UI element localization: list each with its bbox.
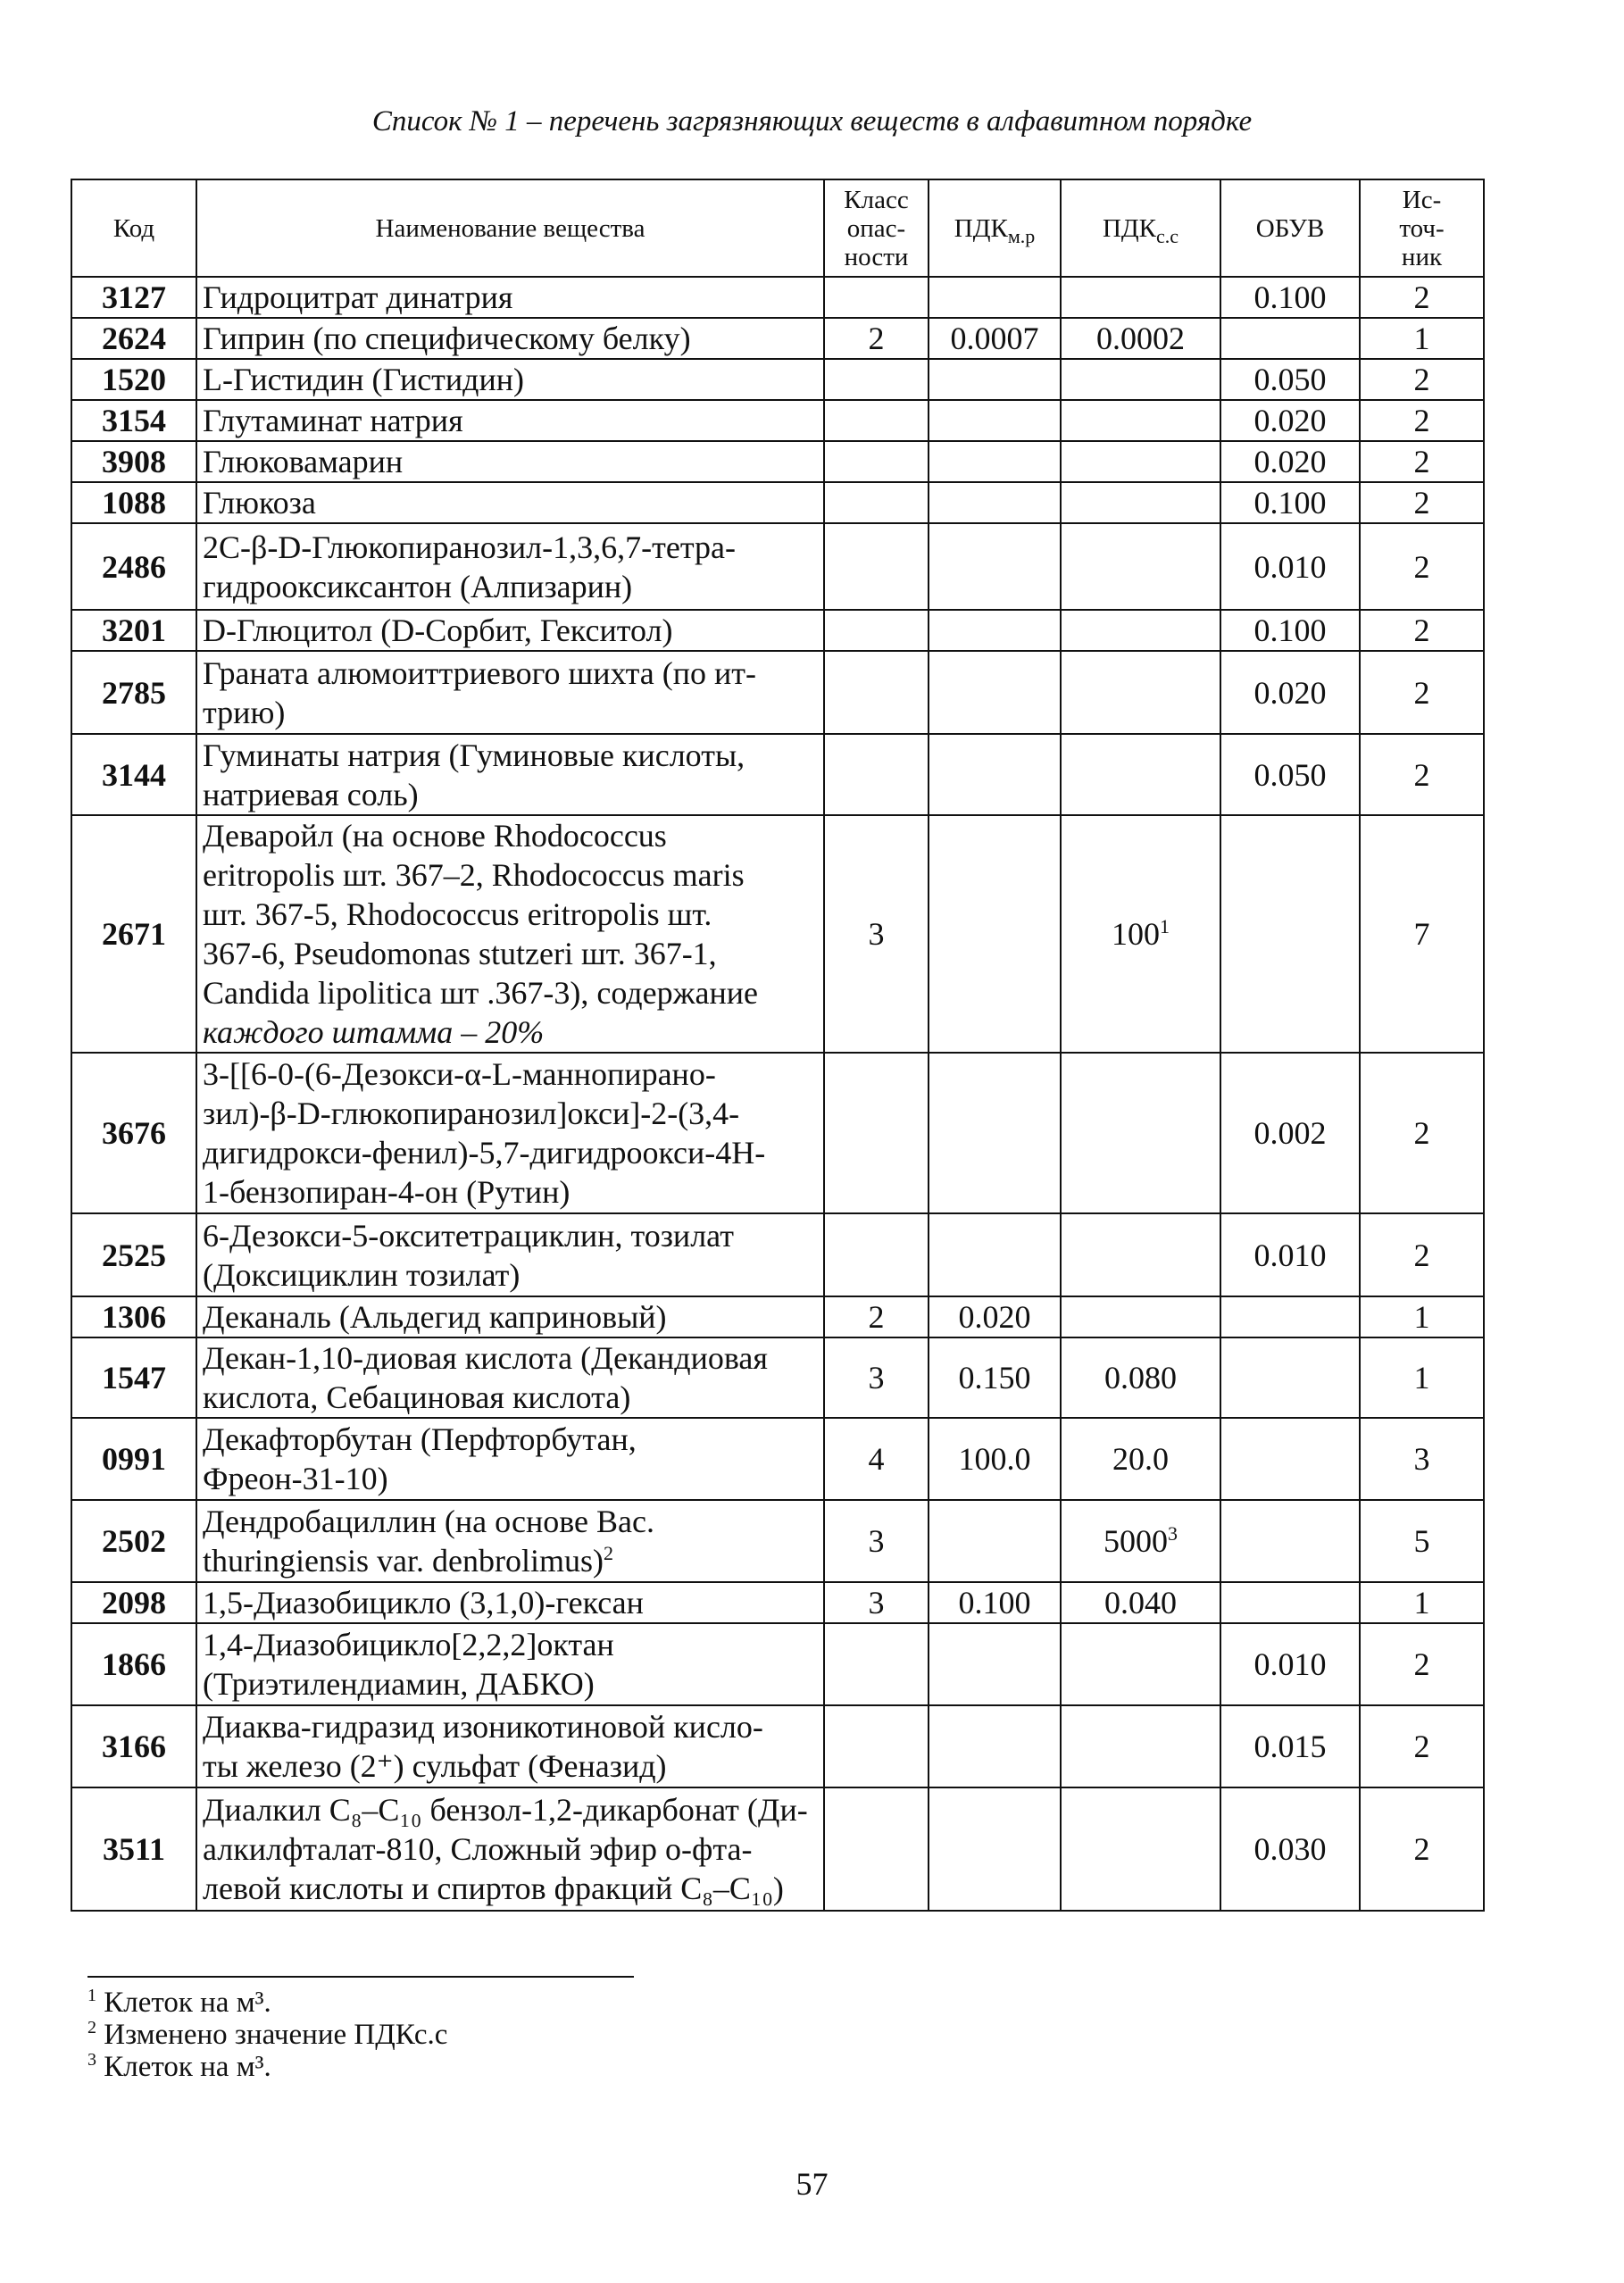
pdk-ss-value: 5000 (1103, 1523, 1168, 1559)
cell-code: 3511 (71, 1787, 196, 1911)
cell-name (196, 1623, 824, 1705)
cell-class (824, 359, 929, 400)
cell-pdk-ss: 20.0 (1061, 1418, 1220, 1500)
cell-class (824, 1705, 929, 1787)
substances-table (71, 179, 1485, 1912)
cell-obuv: 0.020 (1220, 441, 1360, 482)
name-line: Декан-1,10-диовая кислота (Декандиовая (203, 1340, 768, 1376)
cell-code: 3154 (71, 400, 196, 441)
cell-class (824, 1213, 929, 1296)
table-row (71, 1296, 1484, 1337)
name-line: Диаква-гидразид изоникотиновой кисло- (203, 1709, 763, 1745)
footnote-text: Клеток на м³. (104, 2051, 271, 2083)
name-line: зил)-β-D-глюкопиранозил]окси]-2-(3,4- (203, 1096, 740, 1131)
footnote (87, 2051, 447, 2083)
cell-code: 1520 (71, 359, 196, 400)
table-row (71, 523, 1484, 610)
cell-obuv (1220, 1582, 1360, 1623)
cell-code: 2671 (71, 815, 196, 1053)
cell-code: 3166 (71, 1705, 196, 1787)
header-name: Наименование вещества (196, 179, 824, 277)
footnotes (87, 1987, 447, 2083)
cell-obuv (1220, 1500, 1360, 1582)
cell-source: 1 (1360, 1337, 1484, 1418)
footnote-mark: 2 (87, 2018, 96, 2037)
footnote-mark: 3 (87, 2050, 96, 2070)
cell-name (196, 1213, 824, 1296)
cell-pdk-mr (929, 1705, 1061, 1787)
cell-source: 1 (1360, 1582, 1484, 1623)
table-row (71, 318, 1484, 359)
cell-pdk-ss (1061, 734, 1220, 815)
cell-name (196, 1705, 824, 1787)
name-line: гидрооксиксантон (Алпизарин) (203, 568, 633, 604)
header-class-line: ности (844, 242, 909, 271)
cell-source: 2 (1360, 482, 1484, 523)
name-line: дигидрокси-фенил)-5,7-дигидроокси-4H- (203, 1135, 766, 1171)
cell-obuv: 0.010 (1220, 1213, 1360, 1296)
header-class (824, 179, 929, 277)
cell-pdk-ss (1061, 1213, 1220, 1296)
cell-obuv (1220, 1296, 1360, 1337)
cell-obuv: 0.100 (1220, 277, 1360, 318)
name-line: Дендробациллин (на основе Bac. (203, 1504, 654, 1539)
cell-pdk-mr (929, 1623, 1061, 1705)
cell-class (824, 482, 929, 523)
cell-obuv: 0.050 (1220, 734, 1360, 815)
name-line: Глутаминат натрия (203, 403, 463, 438)
name-line: 367-6, Pseudomonas stutzeri шт. 367-1, (203, 936, 717, 971)
cell-obuv: 0.030 (1220, 1787, 1360, 1911)
cell-name (196, 1418, 824, 1500)
name-line: 1,4-Диазобицикло[2,2,2]октан (203, 1627, 614, 1662)
cell-code: 2525 (71, 1213, 196, 1296)
cell-class (824, 1787, 929, 1911)
name-line: Деканаль (Альдегид каприновый) (203, 1299, 667, 1335)
cell-name (196, 482, 824, 523)
cell-name (196, 441, 824, 482)
header-source-line: ник (1401, 242, 1443, 271)
cell-class (824, 441, 929, 482)
cell-obuv: 0.100 (1220, 482, 1360, 523)
header-source-line: точ- (1399, 213, 1445, 243)
header-pdk-ss-base: ПДК (1102, 213, 1157, 243)
cell-code: 2502 (71, 1500, 196, 1582)
name-line: Гуминаты натрия (Гуминовые кислоты, (203, 737, 745, 773)
cell-pdk-ss: 0.080 (1061, 1337, 1220, 1418)
cell-pdk-mr (929, 734, 1061, 815)
cell-class (824, 523, 929, 610)
cell-pdk-mr (929, 441, 1061, 482)
cell-source: 2 (1360, 1787, 1484, 1911)
cell-pdk-ss (1061, 1053, 1220, 1213)
cell-source: 5 (1360, 1500, 1484, 1582)
cell-class (824, 610, 929, 651)
cell-pdk-ss (1061, 1705, 1220, 1787)
cell-source: 2 (1360, 277, 1484, 318)
cell-obuv: 0.002 (1220, 1053, 1360, 1213)
name-line: натриевая соль) (203, 776, 419, 812)
cell-pdk-mr (929, 359, 1061, 400)
header-pdk-mr-sub: м.р (1007, 224, 1036, 247)
name-line: Гидроцитрат динатрия (203, 279, 513, 315)
footnote-divider (87, 1976, 634, 1978)
table-row (71, 1053, 1484, 1213)
cell-pdk-mr (929, 1213, 1061, 1296)
name-line: Деваройл (на основе Rhodococcus (203, 818, 667, 854)
name-line: Candida lipolitica шт .367-3), содержание (203, 975, 758, 1011)
cell-code: 1866 (71, 1623, 196, 1705)
cell-code: 2785 (71, 651, 196, 734)
cell-obuv: 0.100 (1220, 610, 1360, 651)
cell-pdk-ss (1061, 1623, 1220, 1705)
cell-obuv (1220, 815, 1360, 1053)
cell-code: 0991 (71, 1418, 196, 1500)
cell-class: 2 (824, 318, 929, 359)
cell-class (824, 400, 929, 441)
cell-name (196, 523, 824, 610)
cell-source: 2 (1360, 651, 1484, 734)
cell-code: 2624 (71, 318, 196, 359)
name-line (203, 1541, 818, 1580)
name-line: левой кислоты и спиртов фракций C₈–C₁₀) (203, 1871, 784, 1906)
table-row (71, 359, 1484, 400)
cell-pdk-ss (1061, 1500, 1220, 1582)
name-line: (Триэтилендиамин, ДАБКО) (203, 1666, 595, 1702)
cell-pdk-ss (1061, 441, 1220, 482)
name-line: (Доксициклин тозилат) (203, 1256, 521, 1293)
footnote-text: Клеток на м³. (104, 1987, 271, 2019)
page-number: 57 (795, 2166, 829, 2202)
cell-name (196, 400, 824, 441)
cell-pdk-ss (1061, 815, 1220, 1053)
cell-name (196, 1053, 824, 1213)
cell-code: 3908 (71, 441, 196, 482)
cell-source: 2 (1360, 1623, 1484, 1705)
cell-source: 2 (1360, 734, 1484, 815)
pdk-ss-value: 100 (1112, 916, 1160, 952)
name-line: 1-бензопиран-4-он (Рутин) (203, 1174, 570, 1210)
name-line: eritropolis шт. 367–2, Rhodococcus maris (203, 857, 745, 893)
cell-pdk-mr (929, 610, 1061, 651)
name-line-italic: каждого штамма – 20% (203, 1014, 545, 1050)
name-line: D-Глюцитол (D-Сорбит, Гекситол) (203, 612, 673, 648)
cell-class: 2 (824, 1296, 929, 1337)
cell-pdk-mr (929, 523, 1061, 610)
table-row (71, 441, 1484, 482)
cell-pdk-mr (929, 1787, 1061, 1911)
cell-code: 3127 (71, 277, 196, 318)
cell-class: 3 (824, 1337, 929, 1418)
cell-source: 2 (1360, 1705, 1484, 1787)
footnote (87, 2019, 447, 2051)
table-row (71, 400, 1484, 441)
cell-pdk-mr (929, 400, 1061, 441)
cell-obuv: 0.020 (1220, 400, 1360, 441)
cell-source: 2 (1360, 1213, 1484, 1296)
table-row (71, 1337, 1484, 1418)
cell-pdk-mr (929, 482, 1061, 523)
table-row (71, 277, 1484, 318)
cell-obuv (1220, 1418, 1360, 1500)
cell-name (196, 610, 824, 651)
footnote-text: Изменено значение ПДКс.с (104, 2019, 448, 2051)
cell-source: 1 (1360, 318, 1484, 359)
cell-class: 3 (824, 815, 929, 1053)
table-row (71, 1705, 1484, 1787)
cell-code: 3201 (71, 610, 196, 651)
name-line: 2C-β-D-Глюкопиранозил-1,3,6,7-тетра- (203, 529, 736, 565)
header-source (1360, 179, 1484, 277)
cell-source: 1 (1360, 1296, 1484, 1337)
cell-code: 2486 (71, 523, 196, 610)
cell-source: 2 (1360, 1053, 1484, 1213)
name-line: L-Гистидин (Гистидин) (203, 362, 525, 397)
cell-pdk-mr (929, 1053, 1061, 1213)
name-line: 1,5-Диазобицикло (3,1,0)-гексан (203, 1585, 644, 1621)
cell-obuv: 0.020 (1220, 651, 1360, 734)
header-pdk-mr (929, 179, 1061, 277)
cell-pdk-mr (929, 815, 1061, 1053)
cell-source: 2 (1360, 441, 1484, 482)
cell-pdk-ss (1061, 1296, 1220, 1337)
footnote (87, 1987, 447, 2019)
cell-name (196, 734, 824, 815)
page-title: Список № 1 – перечень загрязняющих веществ в алфавитном порядке (371, 105, 1253, 137)
name-line: Гиприн (по специфическому белку) (203, 321, 691, 356)
cell-name (196, 1787, 824, 1911)
header-pdk-mr-base: ПДК (954, 213, 1008, 243)
cell-pdk-mr (929, 1500, 1061, 1582)
cell-name (196, 1500, 824, 1582)
cell-obuv (1220, 318, 1360, 359)
cell-name (196, 1337, 824, 1418)
cell-source: 2 (1360, 359, 1484, 400)
table-row (71, 1418, 1484, 1500)
cell-pdk-ss (1061, 610, 1220, 651)
cell-code: 3676 (71, 1053, 196, 1213)
cell-pdk-ss (1061, 1787, 1220, 1911)
cell-code: 1547 (71, 1337, 196, 1418)
cell-class (824, 734, 929, 815)
table-row (71, 1213, 1484, 1296)
cell-class: 4 (824, 1418, 929, 1500)
name-line: Диалкил C₈–C₁₀ бензол-1,2-дикарбонат (Ди- (203, 1792, 808, 1828)
table-row (71, 1787, 1484, 1911)
table-row (71, 734, 1484, 815)
footnote-ref: 1 (1160, 915, 1170, 937)
name-line: шт. 367-5, Rhodococcus eritropolis шт. (203, 896, 712, 932)
name-line: Глюковамарин (203, 444, 404, 479)
table-row (71, 815, 1484, 1053)
cell-class (824, 1053, 929, 1213)
cell-class (824, 277, 929, 318)
table-row (71, 482, 1484, 523)
name-line-text: thuringiensis var. denbrolimus) (203, 1543, 604, 1579)
name-line: алкилфталат-810, Сложный эфир о-фта- (203, 1831, 753, 1867)
cell-obuv: 0.050 (1220, 359, 1360, 400)
header-class-line: Класс (844, 185, 909, 214)
cell-pdk-ss (1061, 651, 1220, 734)
cell-pdk-ss (1061, 359, 1220, 400)
cell-pdk-ss (1061, 277, 1220, 318)
cell-pdk-ss: 0.040 (1061, 1582, 1220, 1623)
name-line: трию) (203, 694, 286, 730)
name-line: кислота, Себациновая кислота) (203, 1379, 631, 1415)
cell-obuv: 0.015 (1220, 1705, 1360, 1787)
cell-obuv: 0.010 (1220, 523, 1360, 610)
cell-code: 1306 (71, 1296, 196, 1337)
name-line: Фреон-31-10) (203, 1461, 388, 1496)
table-row (71, 651, 1484, 734)
table-row (71, 1500, 1484, 1582)
cell-source: 7 (1360, 815, 1484, 1053)
cell-name (196, 318, 824, 359)
cell-class (824, 651, 929, 734)
cell-name (196, 1582, 824, 1623)
cell-pdk-ss (1061, 523, 1220, 610)
cell-code: 2098 (71, 1582, 196, 1623)
cell-pdk-ss (1061, 400, 1220, 441)
name-line: ты железо (2⁺) сульфат (Феназид) (203, 1748, 667, 1784)
cell-pdk-mr: 0.0007 (929, 318, 1061, 359)
footnote-mark: 1 (87, 1986, 96, 2005)
cell-name (196, 277, 824, 318)
cell-pdk-mr: 100.0 (929, 1418, 1061, 1500)
cell-source: 2 (1360, 400, 1484, 441)
cell-name (196, 651, 824, 734)
name-line: 3-[[6-0-(6-Дезокси-α-L-маннопирано- (203, 1056, 716, 1092)
cell-class: 3 (824, 1582, 929, 1623)
cell-obuv: 0.010 (1220, 1623, 1360, 1705)
cell-source: 3 (1360, 1418, 1484, 1500)
cell-name (196, 1296, 824, 1337)
header-obuv: ОБУВ (1220, 179, 1360, 277)
cell-obuv (1220, 1337, 1360, 1418)
cell-pdk-mr: 0.020 (929, 1296, 1061, 1337)
header-code: Код (71, 179, 196, 277)
cell-name (196, 815, 824, 1053)
cell-pdk-mr (929, 651, 1061, 734)
cell-class (824, 1623, 929, 1705)
cell-code: 3144 (71, 734, 196, 815)
name-line: Глюкоза (203, 485, 316, 521)
header-pdk-ss (1061, 179, 1220, 277)
name-line: Граната алюмоиттриевого шихта (по ит- (203, 654, 756, 691)
table-row (71, 1623, 1484, 1705)
footnote-ref: 2 (603, 1542, 613, 1564)
cell-pdk-mr: 0.100 (929, 1582, 1061, 1623)
table-header-row (71, 179, 1484, 277)
header-pdk-ss-sub: с.с (1156, 224, 1179, 247)
footnote-ref: 3 (1168, 1522, 1178, 1545)
table-row (71, 1582, 1484, 1623)
header-class-line: опас- (846, 213, 906, 243)
cell-pdk-ss: 0.0002 (1061, 318, 1220, 359)
cell-source: 2 (1360, 610, 1484, 651)
cell-pdk-mr (929, 277, 1061, 318)
cell-pdk-mr: 0.150 (929, 1337, 1061, 1418)
name-line: Декафторбутан (Перфторбутан, (203, 1421, 637, 1457)
cell-source: 2 (1360, 523, 1484, 610)
cell-pdk-ss (1061, 482, 1220, 523)
cell-class: 3 (824, 1500, 929, 1582)
name-line: 6-Дезокси-5-окситетрациклин, тозилат (203, 1217, 734, 1254)
cell-name (196, 359, 824, 400)
table-row (71, 610, 1484, 651)
header-source-line: Ис- (1402, 185, 1442, 214)
cell-code: 1088 (71, 482, 196, 523)
